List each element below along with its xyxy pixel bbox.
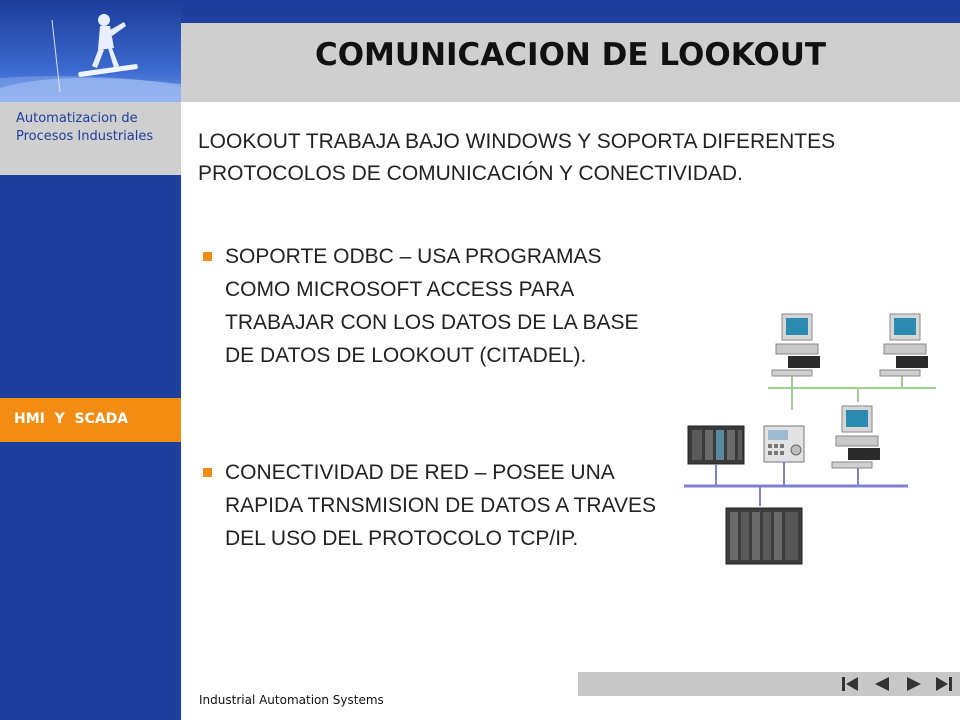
network-line-lower: [684, 462, 908, 506]
first-slide-icon[interactable]: [840, 675, 860, 693]
next-slide-icon[interactable]: [904, 675, 924, 693]
operator-panel-icon: [764, 426, 804, 462]
controller-rack-icon: [726, 508, 802, 564]
course-name: Automatizacion de Procesos Industriales: [16, 111, 154, 144]
bullet-odbc: [203, 240, 663, 372]
section-tag: [0, 398, 181, 442]
intro-text: LOOKOUT TRABAJA BAJO WINDOWS Y SOPORTA DIFERENTES PROTOCOLOS DE COMUNICACIÓN Y CONECTIVIDAD.: [198, 130, 836, 185]
last-slide-icon[interactable]: [934, 675, 954, 693]
workstation-icon: [772, 314, 820, 376]
bullet-square-icon: [203, 252, 212, 261]
network-line-upper: [768, 374, 936, 410]
slide-title: COMUNICACION DE LOOKOUT: [314, 37, 827, 73]
header-image: [0, 0, 181, 102]
network-diagram: [680, 302, 942, 568]
previous-slide-icon[interactable]: [872, 675, 892, 693]
plc-rack-icon: [688, 426, 744, 464]
title-bar: [181, 23, 960, 102]
bullet-text: CONECTIVIDAD DE RED – POSEE UNA RAPIDA TRNSMISION DE DATOS A TRAVES DEL USO DEL PROTOCOLO TCP/IP.: [225, 461, 657, 550]
workstation-icon: [880, 314, 928, 376]
slide-navigation: [578, 672, 960, 696]
top-strip: [181, 0, 960, 23]
workstation-icon: [832, 406, 880, 468]
bullet-network: [203, 456, 663, 555]
course-box: [0, 102, 181, 175]
footer-text: Industrial Automation Systems: [199, 693, 384, 707]
bullet-square-icon: [203, 468, 212, 477]
section-tag-label: HMI Y SCADA: [14, 411, 129, 427]
bullet-text: SOPORTE ODBC – USA PROGRAMAS COMO MICROSOFT ACCESS PARA TRABAJAR CON LOS DATOS DE LA BASE DE DATOS DE LOOKOUT (CITADEL).: [225, 245, 639, 367]
